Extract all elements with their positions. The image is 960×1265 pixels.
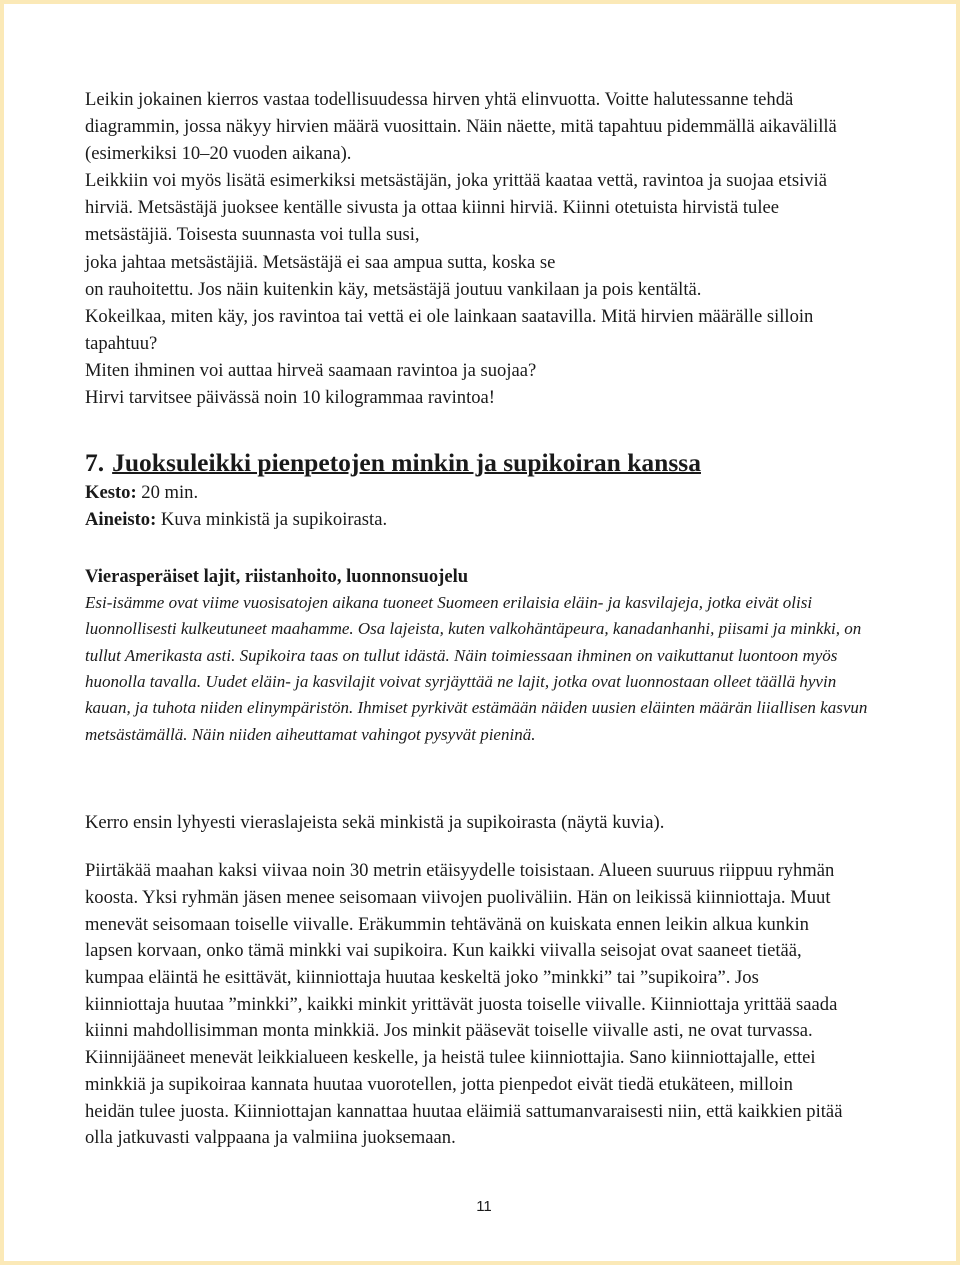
text-line: metsästämällä. Näin niiden aiheuttamat vahingot pysyvät pieninä. <box>85 724 536 744</box>
text-line: Miten ihminen voi auttaa hirveä saamaan ravintoa ja suojaa? <box>85 359 537 381</box>
text-line: on rauhoitettu. Jos näin kuitenkin käy, metsästäjä joutuu vankilaan ja pois kentältä. <box>85 278 702 300</box>
text-line: metsästäjiä. Toisesta suunnasta voi tulla susi, <box>85 224 420 246</box>
text-line: menevät seisomaan toiselle viivalle. Eräkummin tehtävänä on kuiskata ennen leikin alkua kunkin <box>85 913 809 935</box>
text-line: Piirtäkää maahan kaksi viivaa noin 30 metrin etäisyydelle toisistaan. Alueen suuruus riippuu ryhmän <box>85 860 835 882</box>
duration-label: Kesto: <box>85 482 137 504</box>
text-line: koosta. Yksi ryhmän jäsen menee seisomaan viivojen puoliväliin. Hän on leikissä kiinniottaja. Muut <box>85 886 831 908</box>
text-line: huonolla tavalla. Uudet eläin- ja kasvilajit voivat syrjäyttää ne lajit, jotka ovat luonnostaan olleet täällä hyvin <box>85 672 837 692</box>
intro-line: Kerro ensin lyhyesti vieraslajeista sekä minkistä ja supikoirasta (näytä kuvia). <box>85 811 665 833</box>
page-number: 11 <box>476 1198 492 1215</box>
text-line: diagrammin, jossa näkyy hirvien määrä vuosittain. Näin näette, mitä tapahtuu pidemmällä aikavälillä <box>85 116 837 138</box>
duration-value: 20 min. <box>136 482 199 504</box>
text-line: Kiinnijääneet menevät leikkialueen keskelle, ja heistä tulee kiinniottajia. Sano kiinniottajalle, ettei <box>85 1047 816 1069</box>
italic-info-paragraph <box>85 590 925 748</box>
text-line: heidän tulee juosta. Kiinniottajan kannattaa huutaa eläimiä sattumanvaraisesti niin, että kaikkien pitää <box>85 1100 843 1122</box>
text-line: (esimerkiksi 10–20 vuoden aikana). <box>85 143 352 165</box>
text-line: tullut Amerikasta asti. Supikoira taas on tullut idästä. Näin toimiessaan ihminen on vaikuttanut luontoon myös <box>85 645 838 665</box>
text-line: Leikkiin voi myös lisätä esimerkiksi metsästäjän, joka yrittää kaataa vettä, ravintoa ja suojaa etsiviä <box>85 170 827 192</box>
text-line: Esi-isämme ovat viime vuosisatojen aikana tuoneet Suomeen erilaisia eläin- ja kasvilajeja, jotka eivät olisi <box>85 593 813 613</box>
page-content <box>85 86 925 1152</box>
duration-line <box>85 479 925 506</box>
material-value: Kuva minkistä ja supikoirasta. <box>156 509 388 531</box>
text-line: minkkiä ja supikoiraa kannata huutaa vuorotellen, jotta pienpedot eivät tiedä etukäteen, milloin <box>85 1073 793 1095</box>
section-number: 7. <box>85 448 105 478</box>
text-line: hirviä. Metsästäjä juoksee kentälle sivusta ja ottaa kiinni hirviä. Kiinni otetuista hirvistä tulee <box>85 197 779 219</box>
text-line: tapahtuu? <box>85 332 158 354</box>
text-line: lapsen korvaan, onko tämä minkki vai supikoira. Kun kaikki viivalla seisojat ovat saaneet tietää, <box>85 940 802 962</box>
material-label: Aineisto: <box>85 509 157 531</box>
text-line: kauan, ja tuhota niiden elinympäristön. Ihmiset pyrkivät estämään näiden uusien eläinten määrän liiallisen kasvun <box>85 698 868 718</box>
text-line: luonnollisesti kulkeutuneet maahamme. Osa lajeista, kuten valkohäntäpeura, kanadanhanhi, piisami ja minkki, on <box>85 619 862 639</box>
text-line: kiinniottaja huutaa ”minkki”, kaikki minkit yrittävät juosta toiselle viivalle. Kiinniottaja yrittää saada <box>85 993 838 1015</box>
text-line: Hirvi tarvitsee päivässä noin 10 kilogrammaa ravintoa! <box>85 387 495 409</box>
text-line: kiinni mahdollisimman monta minkkiä. Jos minkit pääsevät toiselle viivalle asti, ne ovat turvassa. <box>85 1020 813 1042</box>
text-line: joka jahtaa metsästäjiä. Metsästäjä ei saa ampua sutta, koska se <box>85 251 556 273</box>
instructions-paragraph <box>85 858 925 1152</box>
text-line: Leikin jokainen kierros vastaa todellisuudessa hirven yhtä elinvuotta. Voitte halutessanne tehdä <box>85 89 794 110</box>
text-line: kumpaa eläintä he esittävät, kiinniottaja huutaa keskeltä joko ”minkki” tai ”supikoira”. Jos <box>85 967 759 989</box>
material-line <box>85 506 925 533</box>
text-line: Kokeilkaa, miten käy, jos ravintoa tai vettä ei ole lainkaan saatavilla. Mitä hirvien määrälle silloin <box>85 305 814 327</box>
subsection-title: Vierasperäiset lajit, riistanhoito, luonnonsuojelu <box>85 566 469 588</box>
section-title: Juoksuleikki pienpetojen minkin ja supikoiran kanssa <box>112 448 701 478</box>
paragraph-hunter-variant <box>85 86 925 411</box>
text-line: olla jatkuvasti valppaana ja valmiina juoksemaan. <box>85 1127 456 1149</box>
section-heading <box>85 448 925 478</box>
